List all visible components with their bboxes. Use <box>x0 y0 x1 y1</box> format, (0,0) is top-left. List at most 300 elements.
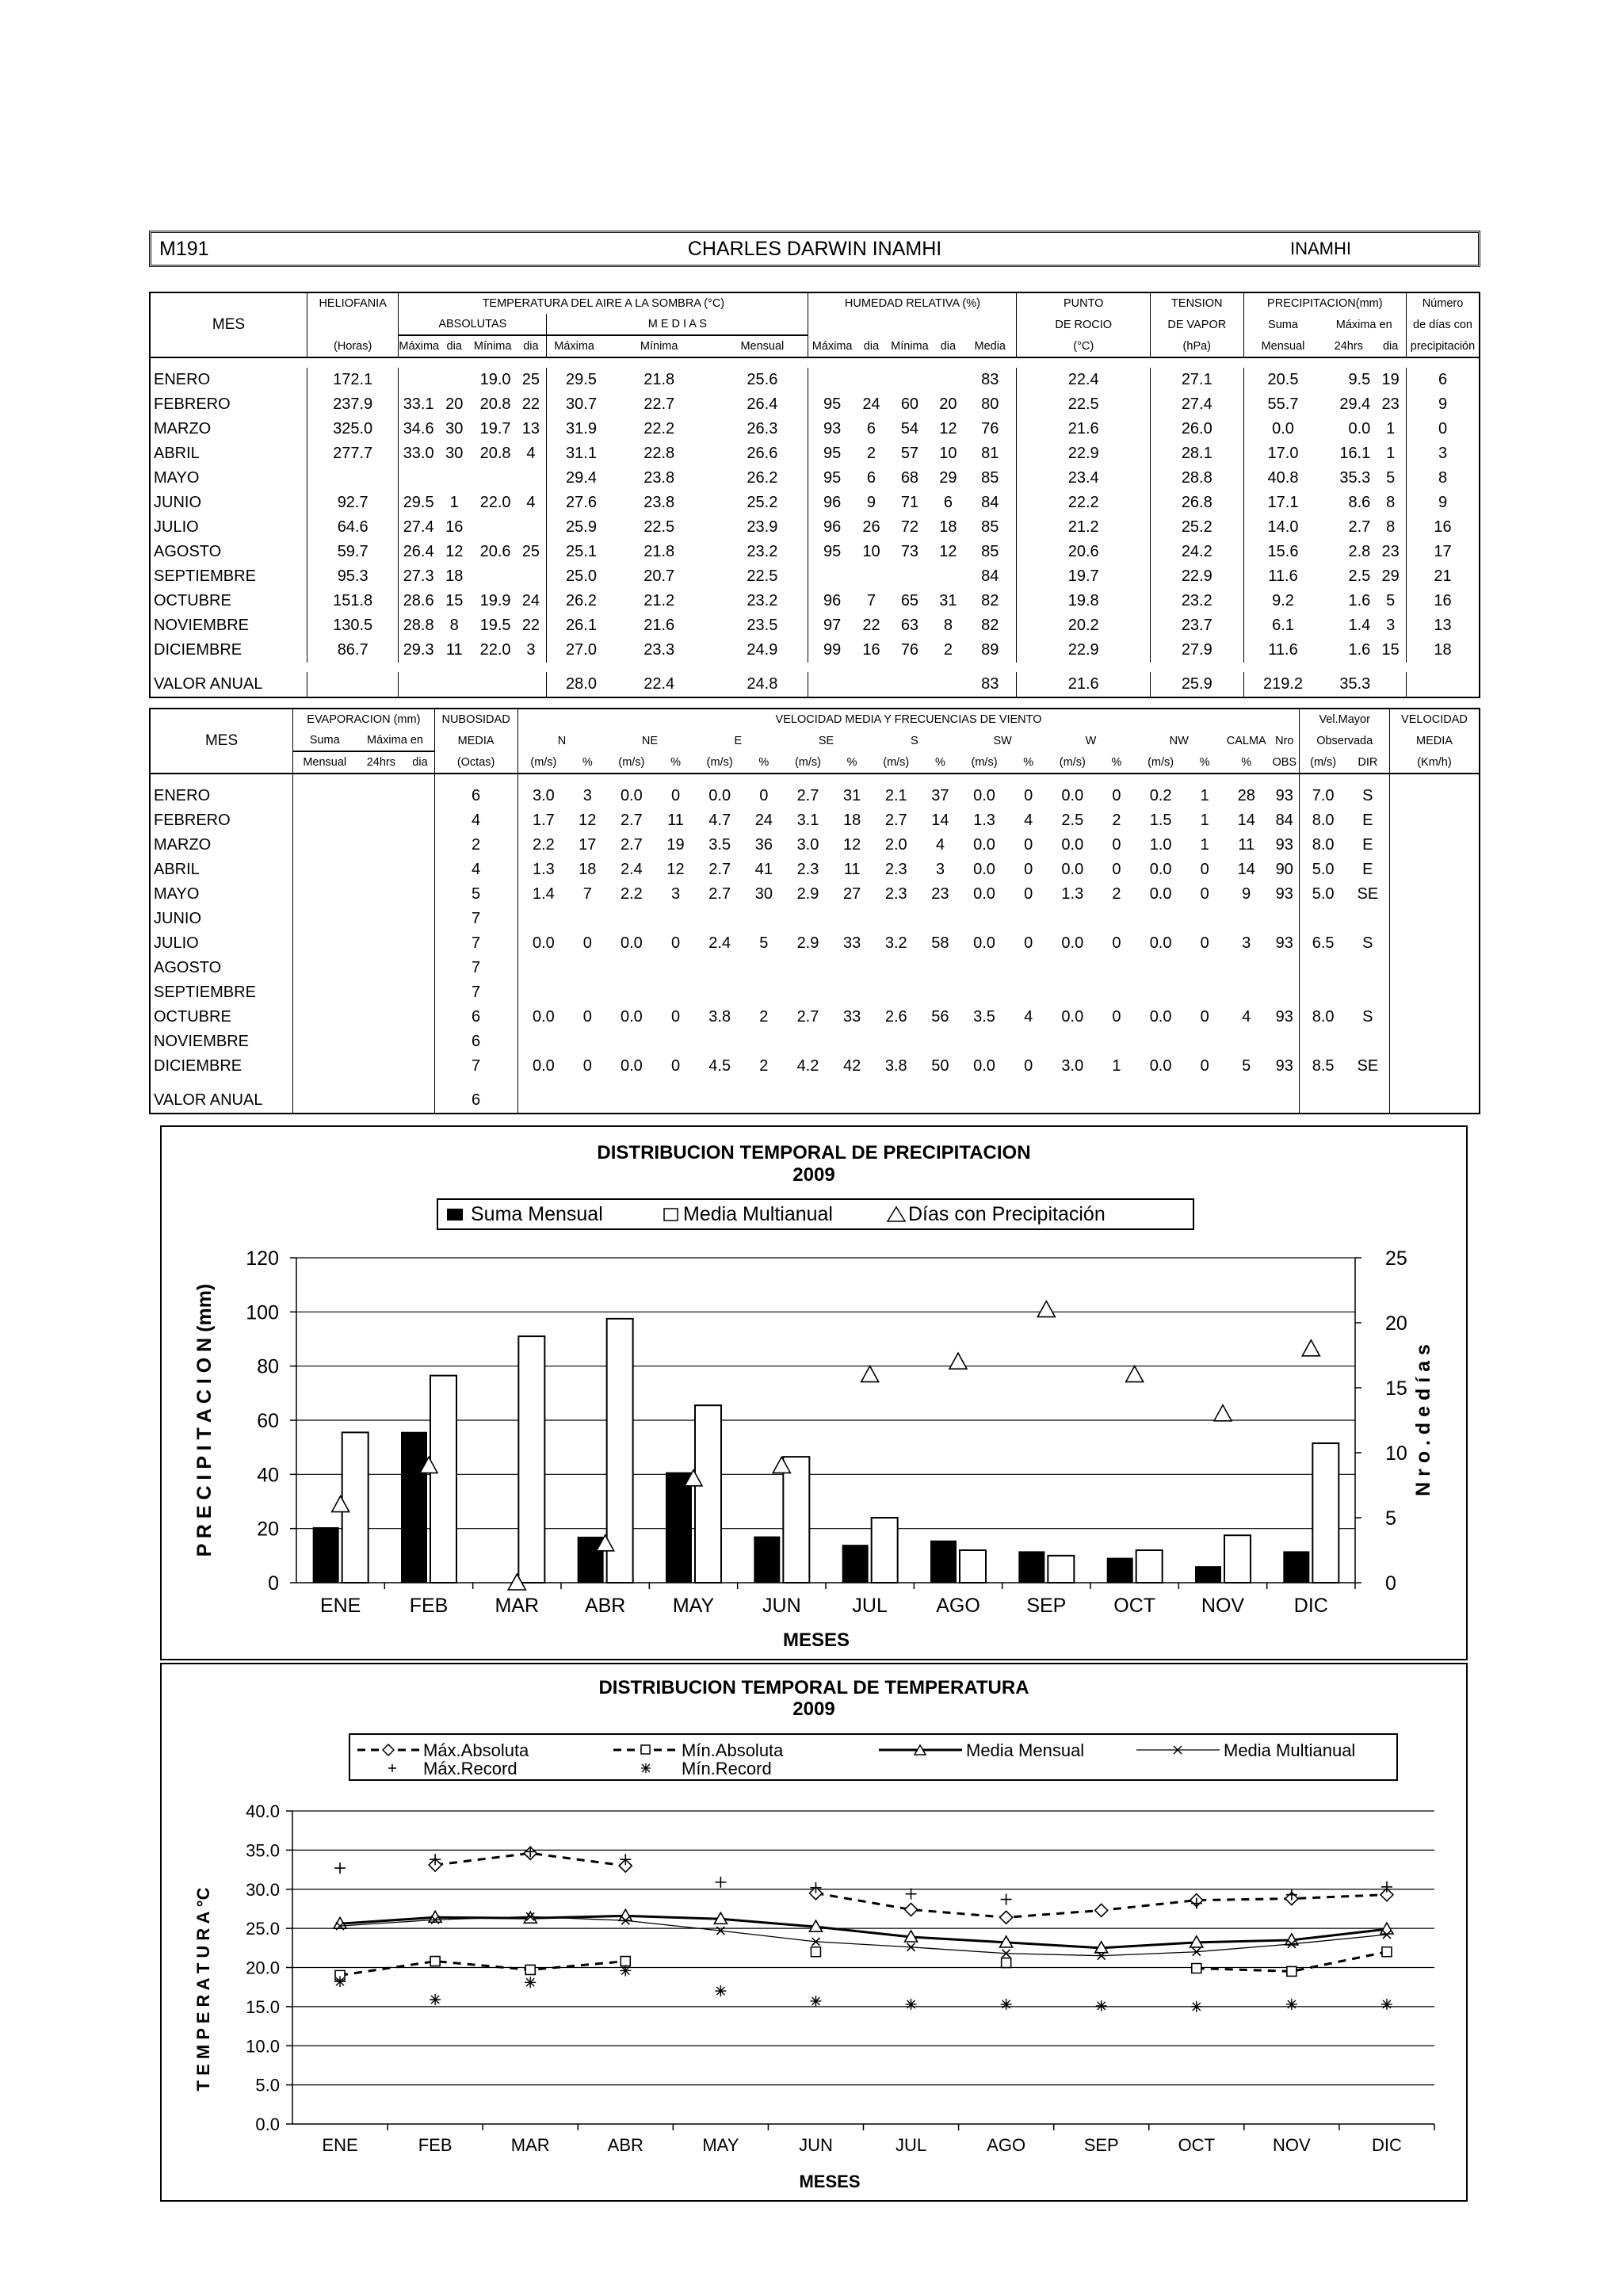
table-cell <box>1407 672 1480 697</box>
y-tick-label: 40.0 <box>246 1801 280 1821</box>
table-cell <box>856 368 887 392</box>
table-cell: 96 <box>808 589 856 613</box>
col-vapor: DE VAPOR <box>1150 314 1243 335</box>
annual-row <box>150 1088 1480 1114</box>
table-cell: 96 <box>808 515 856 540</box>
table-cell <box>1223 907 1270 931</box>
table-cell <box>746 1088 782 1114</box>
table-cell: 0 <box>1024 861 1033 878</box>
table-cell: 9 <box>1407 392 1480 417</box>
table-cell <box>1223 1030 1270 1054</box>
table-cell: 3.8 <box>708 1008 731 1026</box>
month-label: MAYO <box>150 466 307 491</box>
table-cell: 2.7 <box>621 836 643 854</box>
table-row <box>150 808 1480 833</box>
table-cell <box>922 907 958 931</box>
table-cell: 41 <box>754 861 773 878</box>
table-cell: 0 <box>1024 885 1033 903</box>
col-evap-maxen: Máxima en <box>367 734 423 747</box>
table-cell: 0 <box>1112 861 1121 878</box>
table-cell: 29.5 <box>399 491 439 515</box>
month-label: OCTUBRE <box>150 589 307 613</box>
table-cell: 3.0 <box>1061 1057 1084 1075</box>
table-cell: 2 <box>1112 812 1121 829</box>
marker-star <box>906 1999 917 2010</box>
col-dias-con: de días con <box>1407 314 1480 335</box>
table-cell <box>1010 956 1047 980</box>
table-cell <box>356 956 406 980</box>
table-cell: 31.9 <box>547 417 601 441</box>
table-row <box>150 564 1480 589</box>
table-cell: 17.0 <box>1243 441 1322 466</box>
table-cell: 0 <box>1200 1057 1209 1075</box>
table-cell: 35.3 <box>1339 469 1371 487</box>
table-cell: 8.6 <box>1348 494 1371 511</box>
col-punto: PUNTO <box>1017 292 1150 314</box>
table-cell: S <box>1362 787 1373 804</box>
table-cell: 31 <box>842 787 861 804</box>
col-wind-speed-unit: (m/s) <box>1047 751 1098 774</box>
table-cell <box>1135 1088 1186 1114</box>
month-label: NOVIEMBRE <box>150 613 307 638</box>
table-cell: 21.2 <box>643 592 675 609</box>
table-cell: 22 <box>862 617 880 634</box>
x-tick-label: ABR <box>584 1595 626 1617</box>
table-cell: 4.2 <box>796 1057 819 1075</box>
line-solid-triangle <box>340 1916 1387 1947</box>
table-cell: 14.0 <box>1243 515 1322 540</box>
bar-suma-mensual <box>1195 1566 1221 1583</box>
table-cell: 2.4 <box>621 861 643 878</box>
col-velocidad-media: MEDIA <box>1389 730 1480 751</box>
table-cell <box>958 980 1010 1005</box>
table-cell <box>870 907 922 931</box>
table-cell <box>1223 980 1270 1005</box>
marker-star <box>1001 1999 1012 2010</box>
table-cell: 80 <box>981 395 999 413</box>
line-thin-x <box>340 1916 1387 1955</box>
table-cell: 22.9 <box>1017 441 1150 466</box>
marker-dias-precipitacion <box>1214 1405 1232 1421</box>
table-cell: 0 <box>1112 836 1121 854</box>
x-tick-label: FEB <box>418 2135 453 2155</box>
table-cell <box>307 672 398 697</box>
marker-dias-precipitacion <box>861 1366 879 1382</box>
col-abs-min-dia: dia <box>516 335 547 357</box>
table-cell: 3 <box>1242 934 1251 952</box>
table-cell: 23.2 <box>1150 589 1243 613</box>
table-cell: 1 <box>1386 420 1396 437</box>
table-cell <box>517 907 569 931</box>
table-cell: 237.9 <box>307 392 398 417</box>
table-cell <box>1389 833 1480 858</box>
table-cell <box>356 1030 406 1054</box>
table-cell <box>782 907 834 931</box>
table-cell: 26.4 <box>747 395 778 413</box>
table-cell <box>406 1030 434 1054</box>
table-cell: 92.7 <box>307 491 398 515</box>
table-cell: 2 <box>759 1008 769 1026</box>
table-cell <box>516 564 547 589</box>
table-cell <box>1098 1088 1135 1114</box>
table-cell: 6.1 <box>1243 613 1322 638</box>
table-cell: 33 <box>842 934 861 952</box>
col-rocio: DE ROCIO <box>1017 314 1150 335</box>
table-cell: 0.0 <box>1149 934 1172 952</box>
col-obs: OBS <box>1270 751 1300 774</box>
y2-tick-label: 0 <box>1385 1572 1396 1595</box>
legend-max-record: Máx.Record <box>423 1759 517 1778</box>
y-tick-label: 10.0 <box>246 2036 280 2057</box>
table-cell: 20.5 <box>1243 368 1322 392</box>
table-cell: 21.8 <box>643 543 675 560</box>
table-cell: 2.2 <box>621 885 643 903</box>
table-cell: 22.9 <box>1150 564 1243 589</box>
table-cell <box>958 907 1010 931</box>
table-cell: 1.4 <box>517 882 569 907</box>
table-cell: 24.9 <box>747 641 778 659</box>
table-cell: 24 <box>754 812 773 829</box>
table-cell <box>399 466 439 491</box>
table-cell: E <box>1362 812 1373 829</box>
y2-tick-label: 5 <box>1385 1507 1396 1530</box>
table-cell: 26.8 <box>1150 491 1243 515</box>
table-cell: 18 <box>445 567 464 585</box>
col-wind-speed-unit: (m/s) <box>958 751 1010 774</box>
table-cell: 3.5 <box>973 1008 995 1026</box>
table-cell: 19 <box>1381 371 1400 388</box>
bar-media-multianual <box>960 1550 986 1583</box>
table-row <box>150 638 1480 663</box>
table-cell: 17.1 <box>1243 491 1322 515</box>
table-row <box>150 466 1480 491</box>
table-cell: 12 <box>939 543 957 560</box>
bar-media-multianual <box>430 1376 456 1583</box>
table-cell <box>1135 980 1186 1005</box>
col-dir-ne: NE <box>641 734 659 747</box>
table-cell <box>307 466 398 491</box>
table-cell: 7 <box>434 980 517 1005</box>
table-cell <box>399 368 439 392</box>
month-label: ABRIL <box>150 858 293 882</box>
table-cell <box>834 907 870 931</box>
table-cell: 26.0 <box>1150 417 1243 441</box>
marker-dias-precipitacion <box>1037 1301 1055 1317</box>
table-cell <box>1346 1088 1390 1114</box>
table-cell <box>1389 931 1480 956</box>
table-cell: 0 <box>1200 934 1209 952</box>
table-cell: 23.3 <box>643 641 675 659</box>
table-cell <box>356 907 406 931</box>
bar-suma-mensual <box>666 1473 692 1583</box>
table-cell <box>1389 1088 1480 1114</box>
table-cell: 9.2 <box>1243 589 1322 613</box>
table-cell: 22.4 <box>1017 368 1150 392</box>
table-cell: 95.3 <box>307 564 398 589</box>
legend-min-absoluta: Mín.Absoluta <box>682 1740 784 1760</box>
table-cell <box>1300 956 1346 980</box>
table-cell: 29.4 <box>1339 395 1371 413</box>
table-cell: 3.2 <box>884 934 907 952</box>
table-cell <box>1270 956 1300 980</box>
station-title-bar <box>149 231 1480 267</box>
table-cell <box>569 907 605 931</box>
table-cell: 16 <box>1407 515 1480 540</box>
table-cell: 0 <box>582 1008 592 1026</box>
table-cell: 2.7 <box>621 812 643 829</box>
table-cell: 84 <box>981 494 999 511</box>
table-cell: 0 <box>670 934 681 952</box>
table-cell <box>834 980 870 1005</box>
x-tick-label: JUN <box>799 2135 833 2155</box>
table-cell: 26.4 <box>399 540 439 564</box>
table-cell <box>406 980 434 1005</box>
marker-star <box>430 1994 441 2005</box>
table-cell: 23.7 <box>1150 613 1243 638</box>
table-cell: 0 <box>1112 787 1121 804</box>
marker-star <box>1286 1999 1297 2010</box>
table-cell: 29.4 <box>547 466 601 491</box>
table-cell <box>406 808 434 833</box>
table-cell: 8.5 <box>1300 1054 1346 1079</box>
table-row <box>150 931 1480 956</box>
table-cell: 6 <box>434 1030 517 1054</box>
table-cell: 0.0 <box>973 861 995 878</box>
table-cell: 71 <box>900 494 919 511</box>
table-cell: 58 <box>931 934 949 952</box>
table-cell: 22.4 <box>601 672 716 697</box>
table-cell: 28.1 <box>1150 441 1243 466</box>
table-cell: 40.8 <box>1243 466 1322 491</box>
legend-suma-mensual: Suma Mensual <box>471 1203 603 1225</box>
legend-square-marker <box>641 1745 650 1754</box>
table-cell: 2 <box>866 445 876 462</box>
y-tick-label: 80 <box>257 1355 279 1378</box>
legend-dias-precipitacion: Días con Precipitación <box>908 1203 1106 1225</box>
table-cell: 21 <box>1407 564 1480 589</box>
table-cell: 1.3 <box>517 858 569 882</box>
table-cell <box>439 466 470 491</box>
table-cell: 0.0 <box>1149 1008 1172 1026</box>
col-abs-min: Mínima <box>470 335 516 357</box>
table-cell <box>1346 1030 1390 1054</box>
table-row <box>150 907 1480 931</box>
col-abs-max: Máxima <box>399 335 439 357</box>
table-cell <box>516 515 547 540</box>
table-cell: 3 <box>526 641 536 659</box>
table-cell: 20 <box>445 395 464 413</box>
table-row <box>150 1005 1480 1030</box>
chart1-title: DISTRIBUCION TEMPORAL DE PRECIPITACION <box>597 1142 1031 1163</box>
marker-dashed-square <box>811 1947 820 1957</box>
table-cell <box>293 1088 357 1114</box>
table-cell <box>605 907 657 931</box>
col-prec-24h: 24hrs <box>1322 335 1375 357</box>
table-cell: 21.8 <box>643 371 675 388</box>
y2-tick-label: 15 <box>1385 1377 1407 1400</box>
col-evap-suma: Suma <box>293 730 357 751</box>
table-cell <box>406 858 434 882</box>
col-suma: Suma <box>1243 314 1322 335</box>
table-cell: 8 <box>1386 518 1396 536</box>
temperature-chart-svg <box>162 1664 1466 2200</box>
table-cell: 2.5 <box>1061 812 1084 829</box>
table-cell <box>782 956 834 980</box>
table-cell <box>958 956 1010 980</box>
col-wind-speed-unit: (m/s) <box>605 751 657 774</box>
month-label: VALOR ANUAL <box>150 1088 293 1114</box>
bar-media-multianual <box>518 1336 544 1583</box>
x-tick-label: MAY <box>702 2135 739 2155</box>
table-cell <box>439 672 470 697</box>
chart2-ylabel: T E M P E R A T U R A °C <box>193 1887 213 2092</box>
month-label: MARZO <box>150 417 307 441</box>
table-cell: 65 <box>900 592 919 609</box>
col-octas: (Octas) <box>434 751 517 774</box>
table-cell <box>856 672 887 697</box>
table-cell: 54 <box>900 420 919 437</box>
table-cell: 34.6 <box>399 417 439 441</box>
table-cell: 9 <box>1407 491 1480 515</box>
col-dir: DIR <box>1346 751 1390 774</box>
col-numero: Número <box>1407 292 1480 314</box>
table-cell: 82 <box>981 617 999 634</box>
table-cell: 5 <box>1386 469 1396 487</box>
table-cell <box>356 1054 406 1079</box>
bar-suma-mensual <box>1107 1558 1133 1583</box>
table-cell <box>958 1088 1010 1114</box>
bar-suma-mensual <box>930 1541 957 1583</box>
table-cell <box>1010 980 1047 1005</box>
x-tick-label: MAR <box>510 2135 550 2155</box>
table-cell: 17 <box>579 836 597 854</box>
month-label: FEBRERO <box>150 392 307 417</box>
marker-star <box>1191 2001 1202 2012</box>
table-cell <box>746 1030 782 1054</box>
table-cell: 12 <box>939 420 957 437</box>
table-cell: 25 <box>521 543 540 560</box>
table-cell: 1 <box>1112 1057 1121 1075</box>
x-tick-label: SEP <box>1026 1595 1067 1617</box>
table-cell: 31.1 <box>547 441 601 466</box>
table-cell: 59.7 <box>307 540 398 564</box>
table-cell: 10 <box>862 543 880 560</box>
table-cell <box>293 1054 357 1079</box>
table-cell <box>356 784 406 808</box>
y-tick-label: 20.0 <box>246 1958 280 1978</box>
col-dir-s: S <box>911 734 918 747</box>
table-cell: 5 <box>759 934 769 952</box>
month-label: SEPTIEMBRE <box>150 564 307 589</box>
table-cell: 23.8 <box>643 469 675 487</box>
table-cell: 0.0 <box>1243 417 1322 441</box>
table-row <box>150 956 1480 980</box>
marker-star <box>810 1996 821 2007</box>
col-dir-se: SE <box>818 734 834 747</box>
table-cell: 325.0 <box>307 417 398 441</box>
table-cell: 72 <box>900 518 919 536</box>
table-row <box>150 515 1480 540</box>
chart1-y2label: N r o . d e d í a s <box>1412 1344 1434 1496</box>
y-tick-label: 25.0 <box>246 1919 280 1939</box>
table-cell: 4.7 <box>708 812 731 829</box>
table-cell: 93 <box>1275 1008 1293 1026</box>
table-cell: 18 <box>579 861 597 878</box>
table-cell: 2.2 <box>517 833 569 858</box>
table-cell: 28.6 <box>399 589 439 613</box>
marker-dashed-square <box>1002 1958 1011 1968</box>
table-cell <box>657 956 693 980</box>
table-cell: 29.5 <box>547 368 601 392</box>
table-cell: 3.0 <box>517 784 569 808</box>
table-cell: 21.6 <box>1017 417 1150 441</box>
table-cell: 3 <box>935 861 945 878</box>
month-label: SEPTIEMBRE <box>150 980 293 1005</box>
table-cell: 0.2 <box>1149 787 1172 804</box>
table-cell <box>293 882 357 907</box>
col-dir-n: N <box>517 730 605 751</box>
table-cell: 5 <box>1386 592 1396 609</box>
col-absolutas: ABSOLUTAS <box>399 314 547 335</box>
table-cell: 15 <box>1381 641 1400 659</box>
annual-row <box>150 672 1480 697</box>
table-cell <box>1389 1054 1480 1079</box>
table-cell <box>356 931 406 956</box>
table-cell: 30.7 <box>547 392 601 417</box>
col-velmayor-unit: (m/s) <box>1300 751 1346 774</box>
table-cell: S <box>1362 934 1373 952</box>
table-cell: 95 <box>808 466 856 491</box>
table-cell <box>1223 1088 1270 1114</box>
col-wind-speed-unit: (m/s) <box>782 751 834 774</box>
table-cell: 1 <box>1200 836 1209 854</box>
table-cell <box>808 672 856 697</box>
table-cell: 93 <box>1275 885 1293 903</box>
y2-tick-label: 10 <box>1385 1442 1407 1465</box>
table-cell: 3 <box>670 885 681 903</box>
table-cell <box>694 980 746 1005</box>
table-cell: 25.0 <box>547 564 601 589</box>
table-cell <box>1186 956 1223 980</box>
table-cell <box>293 1030 357 1054</box>
table-cell: 2.5 <box>1348 567 1371 585</box>
table-cell: 96 <box>808 491 856 515</box>
table-cell: 130.5 <box>307 613 398 638</box>
table-cell <box>1135 956 1186 980</box>
table-cell <box>1186 1088 1223 1114</box>
table-cell <box>517 980 569 1005</box>
col-wind-speed-unit: (m/s) <box>1135 751 1186 774</box>
table-cell: 21.6 <box>1017 672 1150 697</box>
col-med-min: Mínima <box>601 335 716 357</box>
table-cell <box>406 931 434 956</box>
table-cell <box>694 1088 746 1114</box>
col-maxen: Máxima en <box>1335 318 1392 331</box>
table-cell: 0.0 <box>1348 420 1371 437</box>
marker-plus <box>1001 1894 1012 1905</box>
table-cell: 12 <box>445 543 464 560</box>
y-tick-label: 5.0 <box>255 2075 280 2095</box>
month-label: ENERO <box>150 784 293 808</box>
table-cell: 19.7 <box>479 420 511 437</box>
table-cell: 0 <box>1024 934 1033 952</box>
marker-dashed-square <box>621 1957 630 1966</box>
table-cell: 21.2 <box>1017 515 1150 540</box>
table-cell: 4 <box>1242 1008 1251 1026</box>
table-cell <box>1389 808 1480 833</box>
table-cell: 2.7 <box>796 787 819 804</box>
table-cell: 2.7 <box>708 861 731 878</box>
